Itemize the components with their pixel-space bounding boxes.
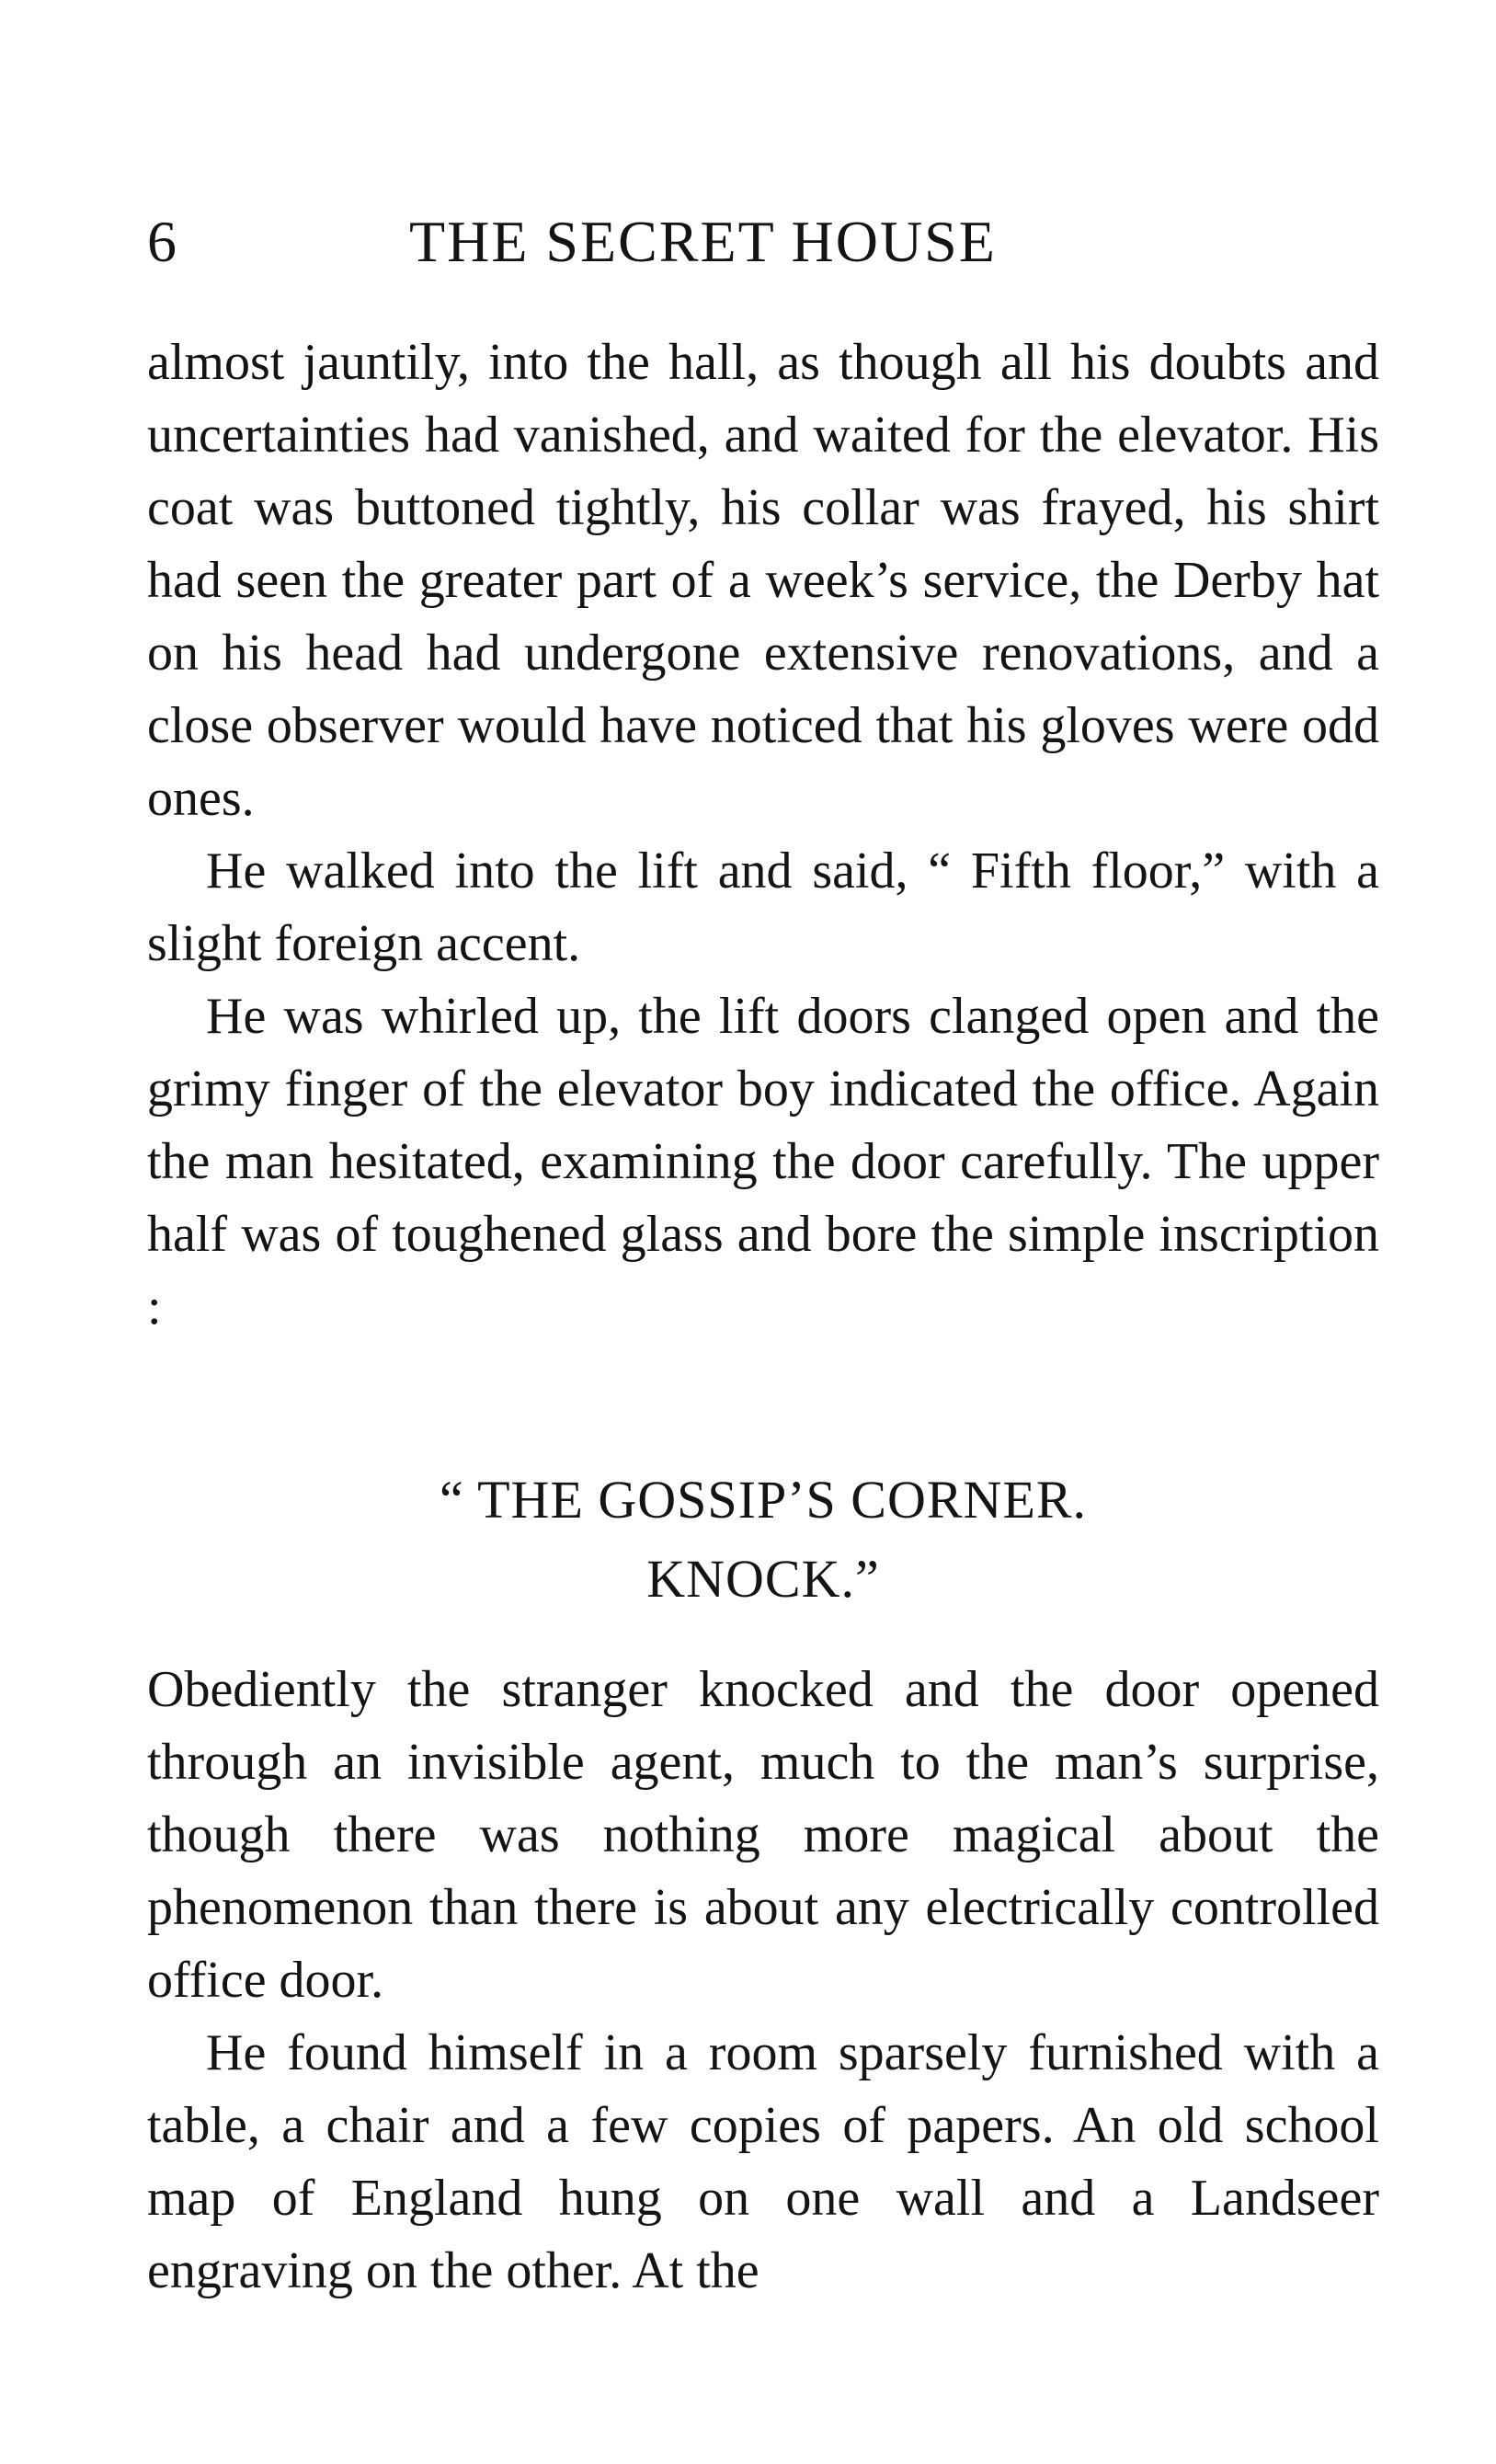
- text-block-top: [147, 327, 1379, 1344]
- running-title: THE SECRET HOUSE: [409, 209, 997, 274]
- paragraph-room: He found himself in a room sparsely furnished with a table, a chair and a few copies of papers. An old school map of England hung on one wall and a Landseer engraving on the other. At the: [147, 2024, 1379, 2299]
- door-inscription: [147, 1461, 1379, 1619]
- paragraph-whirled-up: He was whirled up, the lift doors clanged open and the grimy finger of the elevator boy indicated the office. Again the man hesitated, examining the door carefully. The upper half was of toughened glass and bore the simple inscription :: [147, 988, 1379, 1335]
- paragraph-lift: He walked into the lift and said, “ Fifth floor,” with a slight foreign accent.: [147, 842, 1379, 972]
- text-block-bottom: [147, 1654, 1379, 2308]
- inscription-line-1: “ THE GOSSIP’S CORNER.: [439, 1470, 1088, 1530]
- inscription-line-2: KNOCK.”: [646, 1549, 880, 1609]
- paragraph-continued: almost jauntily, into the hall, as though all his doubts and uncertainties had vanished, and waited for the elevator. His coat was buttoned tightly, his collar was frayed, his shirt had seen the greater part of a week’s service, the Derby hat on his head had undergone extensive renovations, and a close observer would have noticed that his gloves were odd ones.: [147, 334, 1379, 827]
- paragraph-obediently: Obediently the stranger knocked and the door opened through an invisible agent, much to the man’s surprise, though there was nothing more magical about the phenomenon than there is about any electrically controlled office door.: [147, 1661, 1379, 2009]
- page-header: [147, 191, 1379, 292]
- page-number: 6: [147, 209, 177, 274]
